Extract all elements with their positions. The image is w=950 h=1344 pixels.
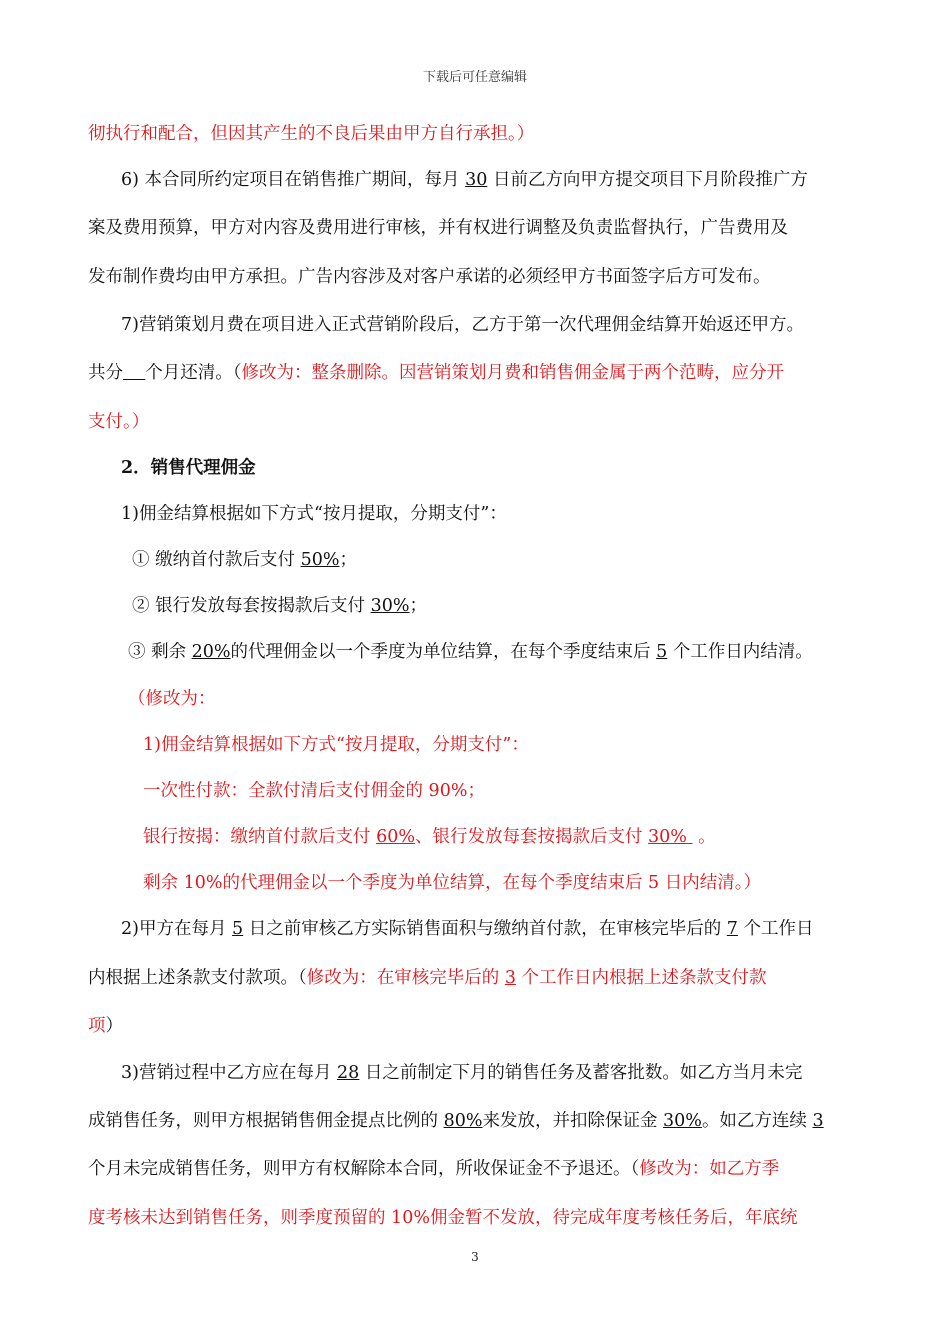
revision-text: （修改为：	[128, 689, 216, 709]
underlined-value: 5	[656, 642, 668, 662]
paragraph-line	[121, 313, 804, 337]
underlined-value: 30%	[648, 827, 693, 847]
revision-text: 一次性付款：全款付清后支付佣金的 90%；	[143, 781, 485, 801]
text: 日之前审核乙方实际销售面积与缴纳首付款，在审核完毕后的	[243, 919, 727, 939]
revision-text: 银行按揭：缴纳首付款后支付	[143, 827, 377, 847]
paragraph-line	[88, 966, 767, 990]
revision-text: 修改为：在审核完毕后的	[306, 968, 505, 988]
text: 日前乙方向甲方提交项目下月阶段推广方	[487, 170, 808, 190]
paragraph-line	[88, 410, 149, 434]
text: 2)甲方在每月	[121, 919, 233, 939]
paragraph-line	[128, 687, 216, 711]
text: ③ 剩余	[128, 642, 192, 662]
underlined-value: 3	[812, 1111, 824, 1131]
text: 6) 本合同所约定项目在销售推广期间，每月	[121, 170, 466, 190]
text: 个月未完成销售任务，则甲方有权解除本合同，所收保证金不予退还。（	[88, 1159, 640, 1179]
paragraph-line	[88, 1206, 797, 1230]
page-number: 3	[471, 1250, 479, 1264]
underlined-value: 50%	[300, 550, 340, 570]
underlined-value: 5	[232, 919, 244, 939]
paragraph-line	[88, 216, 788, 240]
underlined-value: 30%	[370, 596, 410, 616]
revision-text: 支付。）	[88, 412, 150, 432]
underlined-value: 20%	[191, 642, 231, 662]
list-item	[132, 548, 357, 572]
revision-text: 。	[692, 827, 716, 847]
paragraph-line	[143, 871, 761, 895]
text: ② 银行发放每套按揭款后支付	[132, 596, 371, 616]
text: 日之前制定下月的销售任务及蓄客批数。如乙方当月未完	[359, 1063, 803, 1083]
text: 的代理佣金以一个季度为单位结算，在每个季度结束后	[230, 642, 657, 662]
paragraph-line	[88, 265, 771, 289]
heading-text: 2．销售代理佣金	[121, 458, 256, 478]
paragraph-line	[121, 168, 808, 192]
underlined-value: 7	[726, 919, 738, 939]
revision-text: 度考核未达到销售任务，则季度预留的 10%佣金暂不发放，待完成年度考核任务后，年底统	[88, 1208, 798, 1228]
paragraph-line	[88, 1014, 123, 1038]
text: ；	[339, 550, 358, 570]
text: 个月还清。（	[145, 363, 242, 383]
revision-text: 彻执行和配合，但因其产生的不良后果由甲方自行承担。）	[88, 124, 535, 144]
text: 内根据上述条款支付款项。（	[88, 968, 307, 988]
underlined-value: 28	[337, 1063, 360, 1083]
text: 3)营销过程中乙方应在每月	[121, 1063, 338, 1083]
paragraph-line	[88, 122, 534, 146]
paragraph-line	[88, 1109, 824, 1133]
revision-text: 1)佣金结算根据如下方式“按月提取，分期支付”：	[143, 735, 529, 755]
revision-text: 项	[88, 1016, 106, 1036]
underlined-value: 30	[465, 170, 488, 190]
revision-text: 修改为：如乙方季	[639, 1159, 780, 1179]
text: 个工作日	[737, 919, 814, 939]
list-item	[128, 640, 813, 664]
paragraph-line	[121, 502, 507, 526]
paragraph-line	[143, 825, 716, 849]
paragraph-line	[121, 1061, 802, 1085]
list-item	[132, 594, 427, 618]
page-header: 下载后可任意编辑	[422, 70, 527, 85]
text: ）	[105, 1016, 123, 1036]
text: 成销售任务，则甲方根据销售佣金提点比例的	[88, 1111, 444, 1131]
paragraph-line	[88, 361, 784, 385]
paragraph-line	[143, 779, 485, 803]
text: 发布制作费均由甲方承担。广告内容涉及对客户承诺的必须经甲方书面签字后方可发布。	[88, 267, 771, 287]
underlined-value: 30%	[663, 1111, 702, 1131]
revision-text: 个工作日内根据上述条款支付款	[515, 968, 767, 988]
text: 7)营销策划月费在项目进入正式营销阶段后，乙方于第一次代理佣金结算开始返还甲方。	[121, 315, 804, 335]
underlined-value: 60%	[376, 827, 415, 847]
underlined-value: 3	[504, 968, 516, 988]
text: 1)佣金结算根据如下方式“按月提取，分期支付”：	[121, 504, 507, 524]
text: 案及费用预算，甲方对内容及费用进行审核，并有权进行调整及负责监督执行，广告费用及	[88, 218, 788, 238]
text: 个工作日内结清。	[667, 642, 813, 662]
paragraph-line	[88, 1157, 779, 1181]
text: 共分	[88, 363, 123, 383]
revision-text: 、银行发放每套按揭款后支付	[414, 827, 649, 847]
text: 来发放，并扣除保证金	[482, 1111, 664, 1131]
text: ① 缴纳首付款后支付	[132, 550, 301, 570]
text: ；	[409, 596, 428, 616]
paragraph-line	[143, 733, 529, 757]
revision-text: 修改为：整条删除。因营销策划月费和销售佣金属于两个范畴，应分开	[241, 363, 785, 383]
blank-field	[123, 363, 145, 383]
underlined-value: 80%	[443, 1111, 483, 1131]
section-heading	[121, 456, 256, 480]
text: 。如乙方连续	[701, 1111, 813, 1131]
paragraph-line	[121, 917, 814, 941]
revision-text: 剩余 10%的代理佣金以一个季度为单位结算，在每个季度结束后 5 日内结清。）	[143, 873, 761, 893]
